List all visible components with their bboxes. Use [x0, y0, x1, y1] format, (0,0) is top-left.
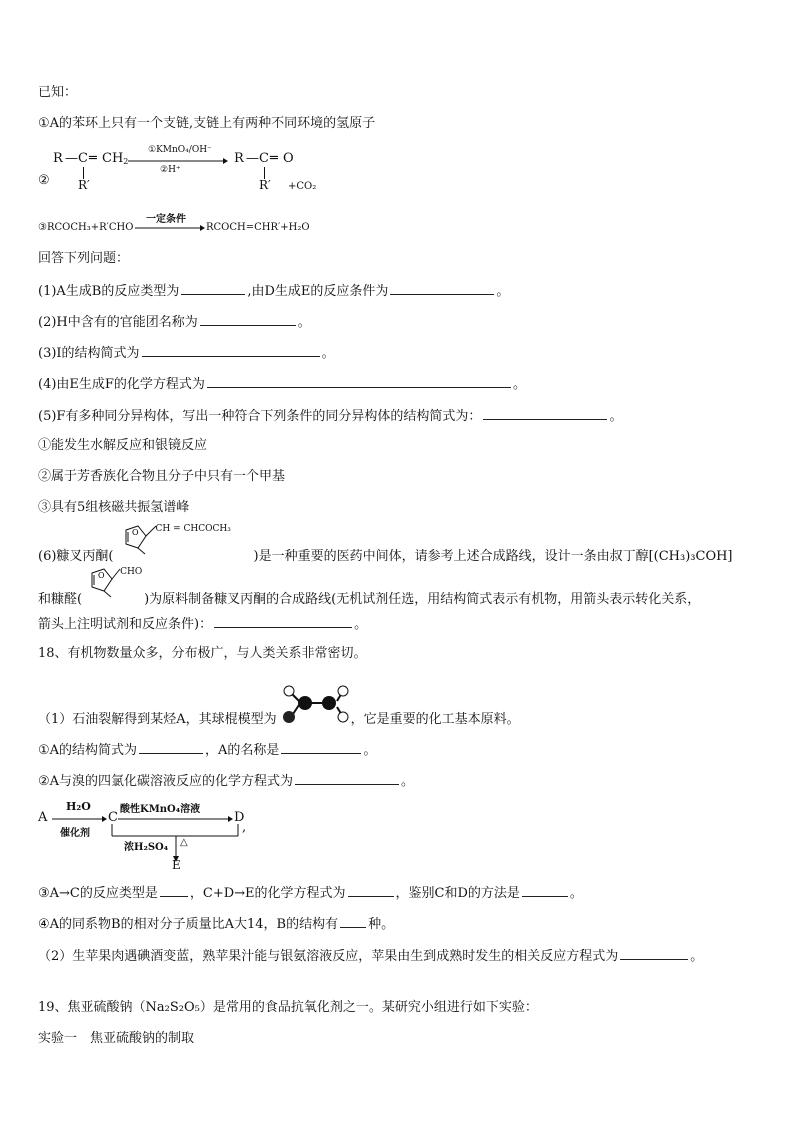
answer-blank-18-p2[interactable] — [620, 946, 688, 960]
known-label: 已知： — [38, 85, 78, 100]
ball-stick-model — [277, 709, 351, 723]
reaction-3-right: RCOCH=CHR′+H₂O — [206, 222, 310, 233]
answer-blank-18-2[interactable] — [295, 771, 399, 785]
question-2: (2)H中含有的官能团名称为 。 — [38, 312, 311, 332]
q18-sub-2: ②A与溴的四氯化碳溶液反应的化学方程式为 。 — [38, 771, 414, 791]
svg-text:O: O — [98, 571, 105, 580]
reaction-3-left: ③RCOCH₃+R′CHO — [38, 222, 134, 233]
question-5: (5)F有多种同分异构体，写出一种符合下列条件的同分异构体的结构简式为： 。 — [38, 406, 622, 426]
scheme-h2o: H₂O — [66, 800, 91, 813]
question-6-line-3: 箭头上注明试剂和反应条件)： 。 — [38, 614, 367, 634]
condition-list-2: ②属于芳香族化合物且分子中只有一个甲基 — [38, 469, 286, 484]
reaction-2-left-C: C — [78, 151, 88, 166]
answer-blank-18-1b[interactable] — [281, 740, 361, 754]
reaction-2-right-R: R — [234, 151, 244, 166]
reaction-2-arrow-icon — [128, 157, 228, 165]
reaction-3 — [38, 211, 368, 235]
scheme-comma: , — [242, 820, 247, 835]
scheme-arrow-1-icon — [52, 815, 107, 823]
q18-part-2: （2）生苹果肉遇碘酒变蓝，熟苹果汁能与银氨溶液反应，苹果由生到成熟时发生的相关反应方程式为 。 — [38, 946, 703, 966]
reaction-2-left-Rprime: R′ — [78, 178, 90, 192]
question-6-line-1: (6)糠叉丙酮( O CH = CHCOCH₃ )是一种重要的医药中间体，请参考上述合成路线，设计一条由叔丁醇[(CH₃)₃COH] — [38, 546, 733, 566]
answer-blank-1b[interactable] — [390, 281, 494, 295]
reaction-3-condition: 一定条件 — [146, 214, 186, 225]
scheme-E: E — [172, 858, 181, 872]
furfurylidene-acetone-structure — [114, 524, 254, 560]
q18-part-1: （1）石油裂解得到某烃A，其球棍模型为 ，它是重要的化工基本原料。 — [38, 709, 520, 729]
answer-blank-2[interactable] — [200, 312, 296, 326]
reaction-2-right-Rprime: R′ — [259, 178, 271, 192]
reaction-2-left-R: R — [53, 151, 63, 166]
reaction-2-reagent-bottom: ②H⁺ — [160, 165, 181, 175]
scheme-h2so4: 浓H₂SO₄ — [124, 842, 169, 853]
scheme-C: C — [108, 810, 118, 825]
ethylene-ball-stick-icon — [277, 679, 351, 725]
reaction-2: ② R — C ═ $CH_2$ R′ ①KMnO₄/OH⁻ ②H⁺ R — C ═ O R′ +CO₂ — [38, 145, 317, 192]
scheme-D: D — [234, 810, 245, 825]
condition-list-1: ①能发生水解反应和银镜反应 — [38, 438, 208, 453]
reaction-2-marker: ② — [38, 173, 50, 188]
question-1: (1)A生成B的反应类型为 ,由D生成E的反应条件为 。 — [38, 281, 509, 301]
reaction-2-co2: +CO₂ — [288, 181, 317, 192]
scheme-delta: △ — [180, 837, 188, 848]
q18-sub-3: ③A→C的反应类型是 ，C+D→E的化学方程式为 ，鉴别C和D的方法是 。 — [38, 883, 583, 903]
reaction-2-reagent-top: ①KMnO₄/OH⁻ — [148, 145, 212, 155]
q18-sub-4: ④A的同系物B的相对分子质量比A大14，B的结构有 种。 — [38, 914, 394, 934]
answer-heading: 回答下列问题： — [38, 251, 130, 266]
answer-blank-1a[interactable] — [181, 281, 245, 295]
reaction-2-right-C: C — [259, 151, 269, 166]
question-3: (3)I的结构简式为 。 — [38, 343, 335, 363]
condition-list-3: ③具有5组核磁共振氢谱峰 — [38, 500, 190, 515]
answer-blank-6[interactable] — [214, 614, 352, 628]
scheme-catalyst: 催化剂 — [60, 828, 90, 839]
svg-text:O: O — [131, 528, 139, 537]
reaction-scheme — [38, 800, 258, 874]
answer-blank-18-3a[interactable] — [160, 883, 188, 897]
answer-blank-5[interactable] — [483, 406, 607, 420]
answer-blank-3[interactable] — [142, 343, 320, 357]
answer-blank-18-3b[interactable] — [348, 883, 394, 897]
answer-blank-18-1a[interactable] — [139, 740, 203, 754]
reaction-2-left-CH2: CH — [102, 151, 124, 166]
scheme-kmno4: 酸性KMnO₄溶液 — [120, 804, 201, 815]
reaction-2-right-O: O — [283, 151, 294, 166]
cho-label: CHO — [120, 567, 143, 577]
condition-1: ①A的苯环上只有一个支链,支链上有两种不同环境的氢原子 — [38, 116, 376, 131]
answer-blank-18-4[interactable] — [340, 914, 366, 928]
furfural-structure — [82, 567, 144, 603]
scheme-arrow-2-icon — [118, 815, 233, 823]
question-6-line-2: 和糠醛( O CHO )为原料制备糠叉丙酮的合成路线(无机试剂任选，用结构简式表示有机物，用箭头表示转化关系， — [38, 589, 700, 609]
scheme-A: A — [38, 810, 48, 825]
answer-blank-4[interactable] — [207, 374, 511, 388]
q19-experiment-1: 实验一 焦亚硫酸钠的制取 — [38, 1031, 195, 1046]
q18-title: 18、有机物数量众多，分布极广，与人类关系非常密切。 — [38, 646, 367, 661]
sidechain-label: CH = CHCOCH₃ — [155, 524, 231, 534]
q19-title: 19、焦亚硫酸钠（Na₂S₂O₅）是常用的食品抗氧化剂之一。某研究小组进行如下实验： — [38, 1000, 538, 1015]
reaction-3-arrow-icon — [135, 224, 205, 232]
q18-sub-1: ①A的结构简式为 ，A的名称是 。 — [38, 740, 376, 760]
answer-blank-18-3c[interactable] — [522, 883, 568, 897]
question-4: (4)由E生成F的化学方程式为 。 — [38, 374, 526, 394]
